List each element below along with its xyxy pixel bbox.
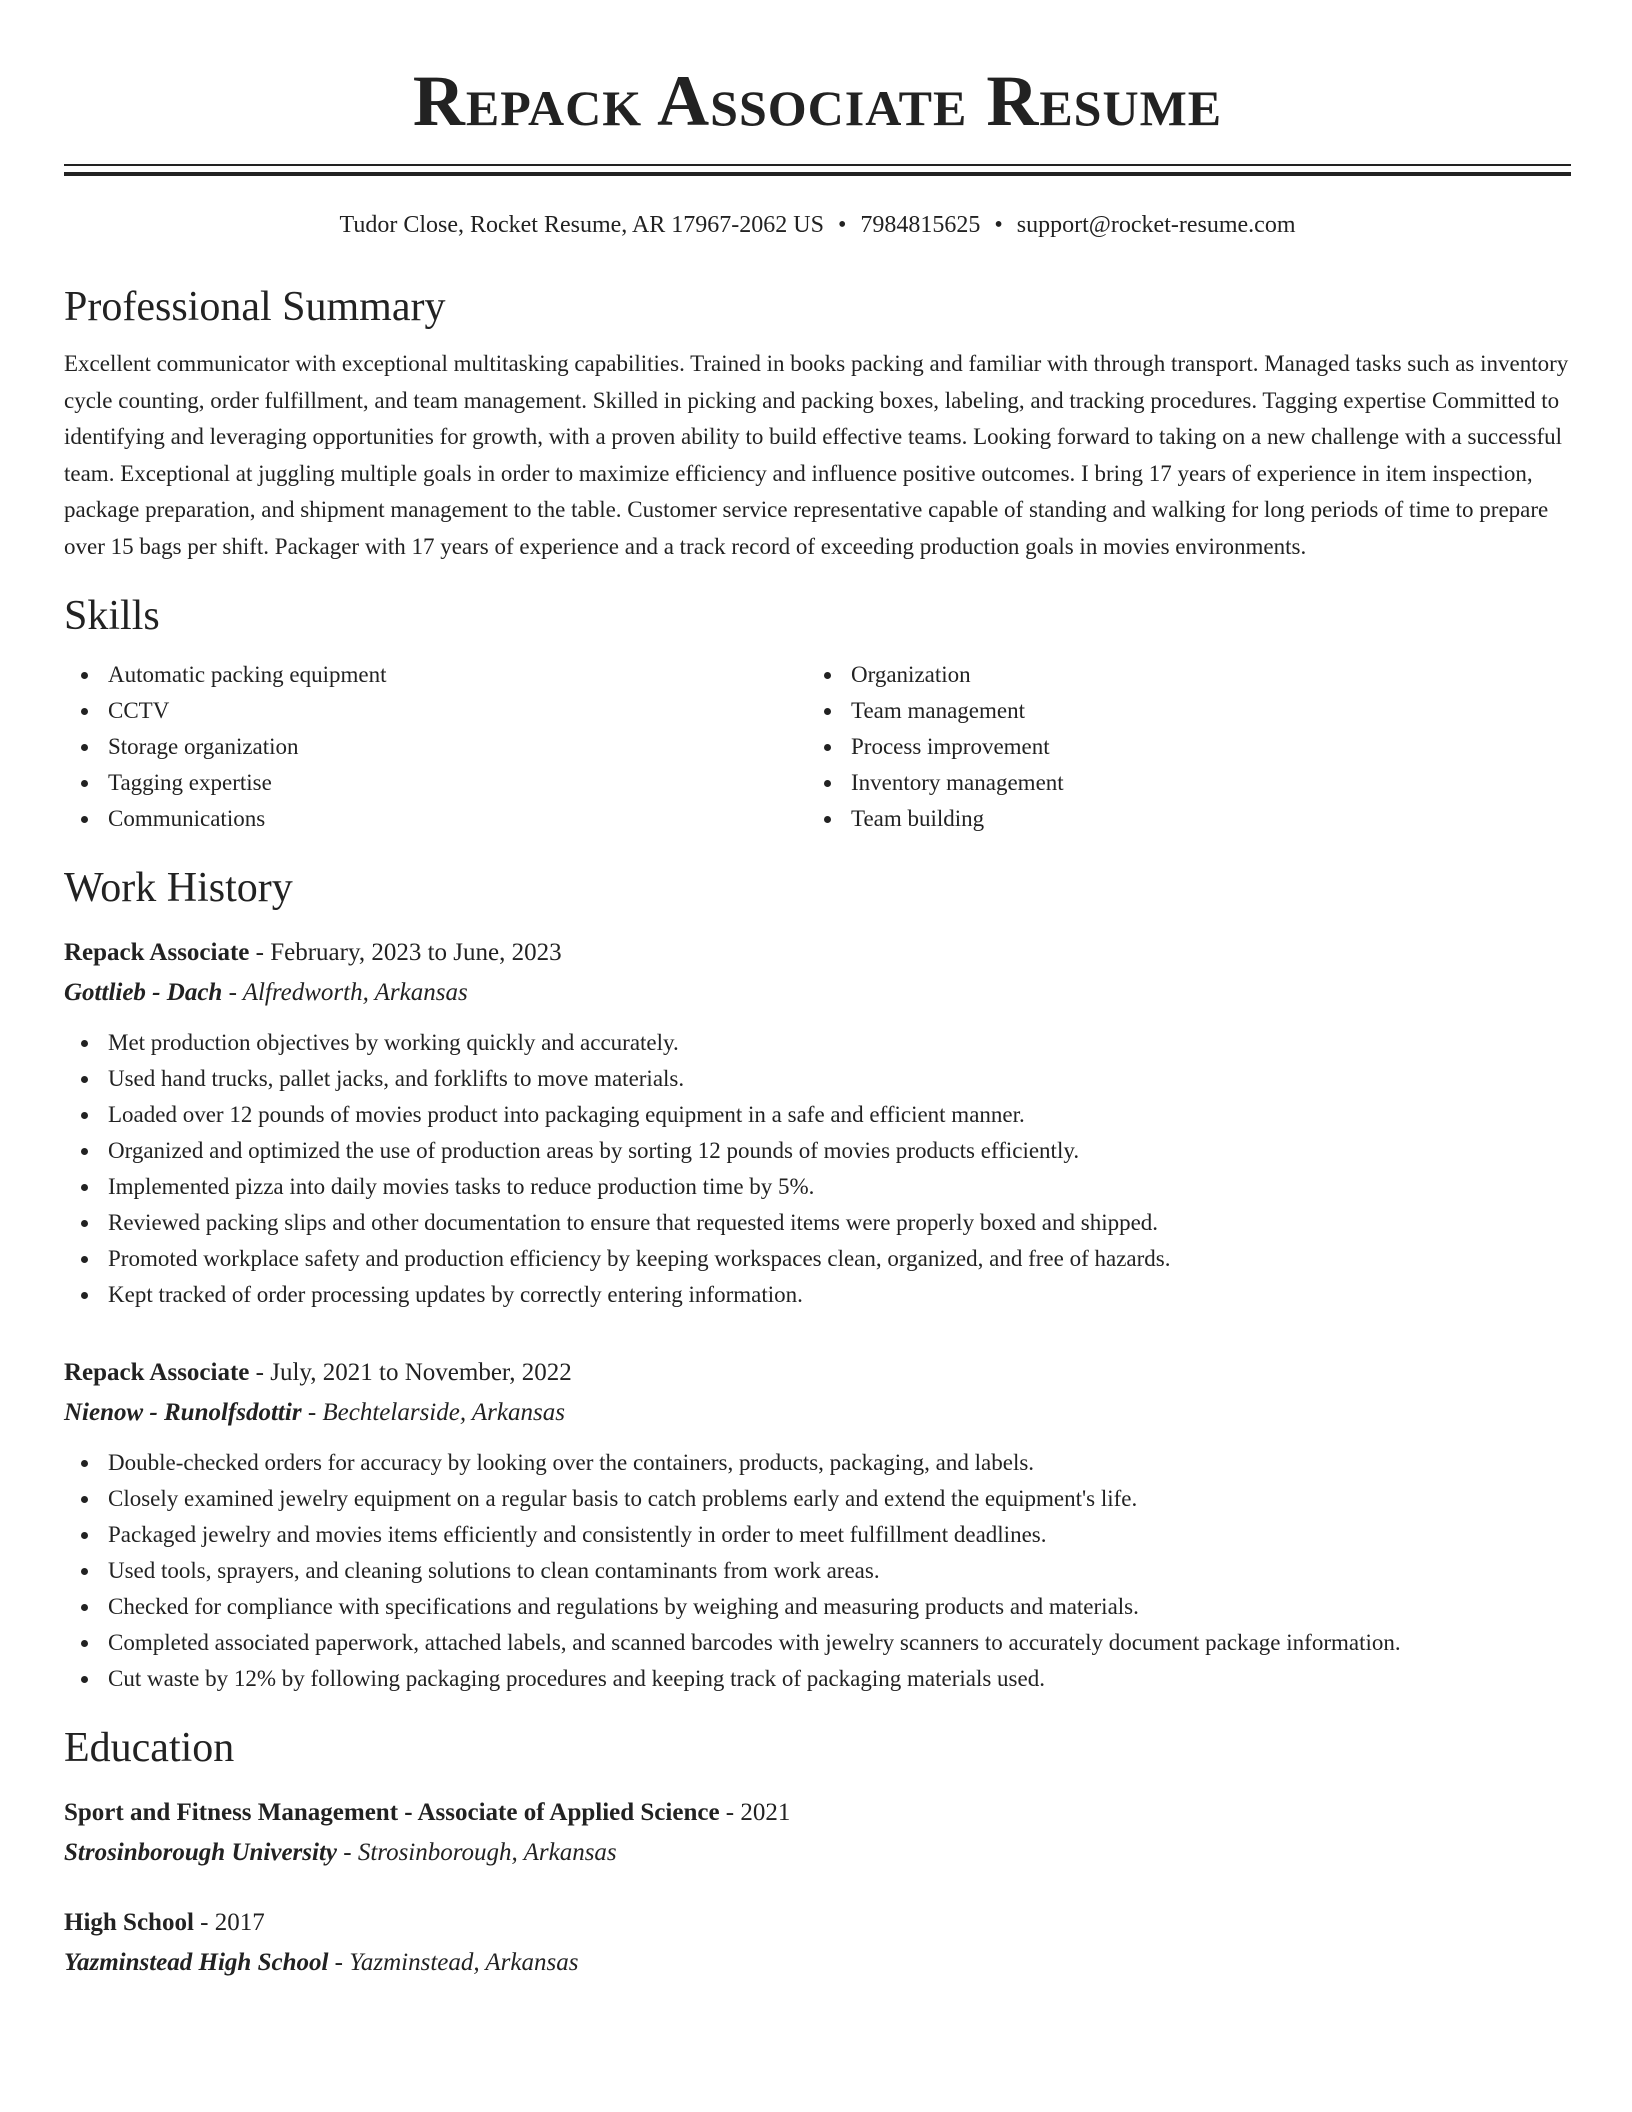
- education-year: - 2017: [193, 1909, 265, 1936]
- job-title: Repack Associate: [64, 939, 250, 966]
- header-divider-thin: [64, 164, 1571, 166]
- summary-heading: Professional Summary: [64, 284, 446, 330]
- skill-item: Communications: [64, 801, 807, 837]
- duty-item: Used hand trucks, pallet jacks, and forklifts to move materials.: [64, 1061, 1571, 1097]
- header-divider-thick: [64, 172, 1571, 176]
- contact-phone: 7984815625: [860, 212, 981, 238]
- skill-item: Tagging expertise: [64, 765, 807, 801]
- job-entry: [64, 1353, 1571, 1697]
- contact-separator: •: [994, 212, 1003, 238]
- duty-item: Reviewed packing slips and other documentation to ensure that requested items were properly boxed and shipped.: [64, 1205, 1571, 1241]
- resume-title: Repack Associate Resume: [412, 61, 1223, 141]
- duty-item: Packaged jewelry and movies items efficiently and consistently in order to meet fulfillment deadlines.: [64, 1517, 1571, 1553]
- job-title: Repack Associate: [64, 1359, 250, 1386]
- skill-item: Inventory management: [807, 765, 1550, 801]
- duty-item: Implemented pizza into daily movies tasks to reduce production time by 5%.: [64, 1169, 1571, 1205]
- job-company-line: [64, 1393, 1571, 1433]
- skill-item: CCTV: [64, 693, 807, 729]
- summary-text: Excellent communicator with exceptional multitasking capabilities. Trained in books packing and familiar with through transport. Managed tasks such as inventory cycle counting, order fulfillment, and team management. Skilled in picking and packing boxes, labeling, and tracking procedures. Tagging expertise Committed to identifying and leveraging opportunities for growth, with a proven ability to build effective teams. Looking forward to taking on a new challenge with a successful team. Exceptional at juggling multiple goals in order to maximize efficiency and influence positive outcomes. I bring 17 years of experience in item inspection, package preparation, and shipment management to the table. Customer service representative capable of standing and walking for long periods of time to prepare over 15 bags per shift. Packager with 17 years of experience and a track record of exceeding production goals in movies environments.: [64, 351, 1569, 559]
- education-school: Yazminstead High School: [64, 1949, 329, 1976]
- job-duties: [64, 1025, 1571, 1313]
- education-entry: [64, 1903, 1571, 1983]
- education-entry: [64, 1793, 1571, 1873]
- job-company: Gottlieb - Dach: [64, 979, 223, 1006]
- skill-item: Team building: [807, 801, 1550, 837]
- contact-separator: •: [837, 212, 847, 238]
- duty-item: Kept tracked of order processing updates by correctly entering information.: [64, 1277, 1571, 1313]
- skills-list: [64, 657, 1571, 837]
- job-company-line: [64, 973, 1571, 1013]
- skill-item: Storage organization: [64, 729, 807, 765]
- duty-item: Cut waste by 12% by following packaging procedures and keeping track of packaging materials used.: [64, 1661, 1571, 1697]
- education-school: Strosinborough University: [64, 1839, 337, 1866]
- education-school-line: [64, 1833, 1571, 1873]
- contact-line: [64, 210, 1571, 240]
- duty-item: Closely examined jewelry equipment on a regular basis to catch problems early and extend the equipment's life.: [64, 1481, 1571, 1517]
- contact-email: support@rocket-resume.com: [1016, 212, 1296, 238]
- skill-item: Automatic packing equipment: [64, 657, 807, 693]
- duty-item: Checked for compliance with specifications and regulations by weighing and measuring products and materials.: [64, 1589, 1571, 1625]
- duty-item: Met production objectives by working quickly and accurately.: [64, 1025, 1571, 1061]
- job-title-line: [64, 1353, 1571, 1393]
- skill-item: Team management: [807, 693, 1550, 729]
- duty-item: Used tools, sprayers, and cleaning solutions to clean contaminants from work areas.: [64, 1553, 1571, 1589]
- job-entry: [64, 933, 1571, 1313]
- job-duties: [64, 1445, 1571, 1697]
- education-degree-line: [64, 1903, 1571, 1943]
- education-degree: Sport and Fitness Management - Associate of Applied Science: [64, 1799, 720, 1826]
- skills-column-left: [64, 657, 807, 837]
- contact-address: Tudor Close, Rocket Resume, AR 17967-2062 US: [339, 212, 824, 238]
- job-dates: - February, 2023 to June, 2023: [249, 939, 562, 966]
- resume-page: [64, 0, 1571, 1983]
- job-title-line: [64, 933, 1571, 973]
- duty-item: Promoted workplace safety and production efficiency by keeping workspaces clean, organized, and free of hazards.: [64, 1241, 1571, 1277]
- education-year: - 2021: [719, 1799, 791, 1826]
- skills-heading: Skills: [64, 593, 160, 639]
- duty-item: Loaded over 12 pounds of movies product into packaging equipment in a safe and efficient manner.: [64, 1097, 1571, 1133]
- skill-item: Organization: [807, 657, 1550, 693]
- job-dates: - July, 2021 to November, 2022: [249, 1359, 572, 1386]
- job-location: - Alfredworth, Arkansas: [222, 979, 468, 1006]
- education-heading: Education: [64, 1725, 235, 1771]
- work-history-heading: Work History: [64, 865, 293, 911]
- skills-column-right: [807, 657, 1550, 837]
- duty-item: Organized and optimized the use of production areas by sorting 12 pounds of movies products efficiently.: [64, 1133, 1571, 1169]
- education-location: - Strosinborough, Arkansas: [337, 1839, 617, 1866]
- job-location: - Bechtelarside, Arkansas: [301, 1399, 565, 1426]
- duty-item: Double-checked orders for accuracy by looking over the containers, products, packaging, and labels.: [64, 1445, 1571, 1481]
- education-degree-line: [64, 1793, 1571, 1833]
- education-school-line: [64, 1943, 1571, 1983]
- duty-item: Completed associated paperwork, attached labels, and scanned barcodes with jewelry scanners to accurately document package information.: [64, 1625, 1571, 1661]
- education-location: - Yazminstead, Arkansas: [328, 1949, 579, 1976]
- skill-item: Process improvement: [807, 729, 1550, 765]
- education-degree: High School: [64, 1909, 194, 1936]
- job-company: Nienow - Runolfsdottir: [64, 1399, 302, 1426]
